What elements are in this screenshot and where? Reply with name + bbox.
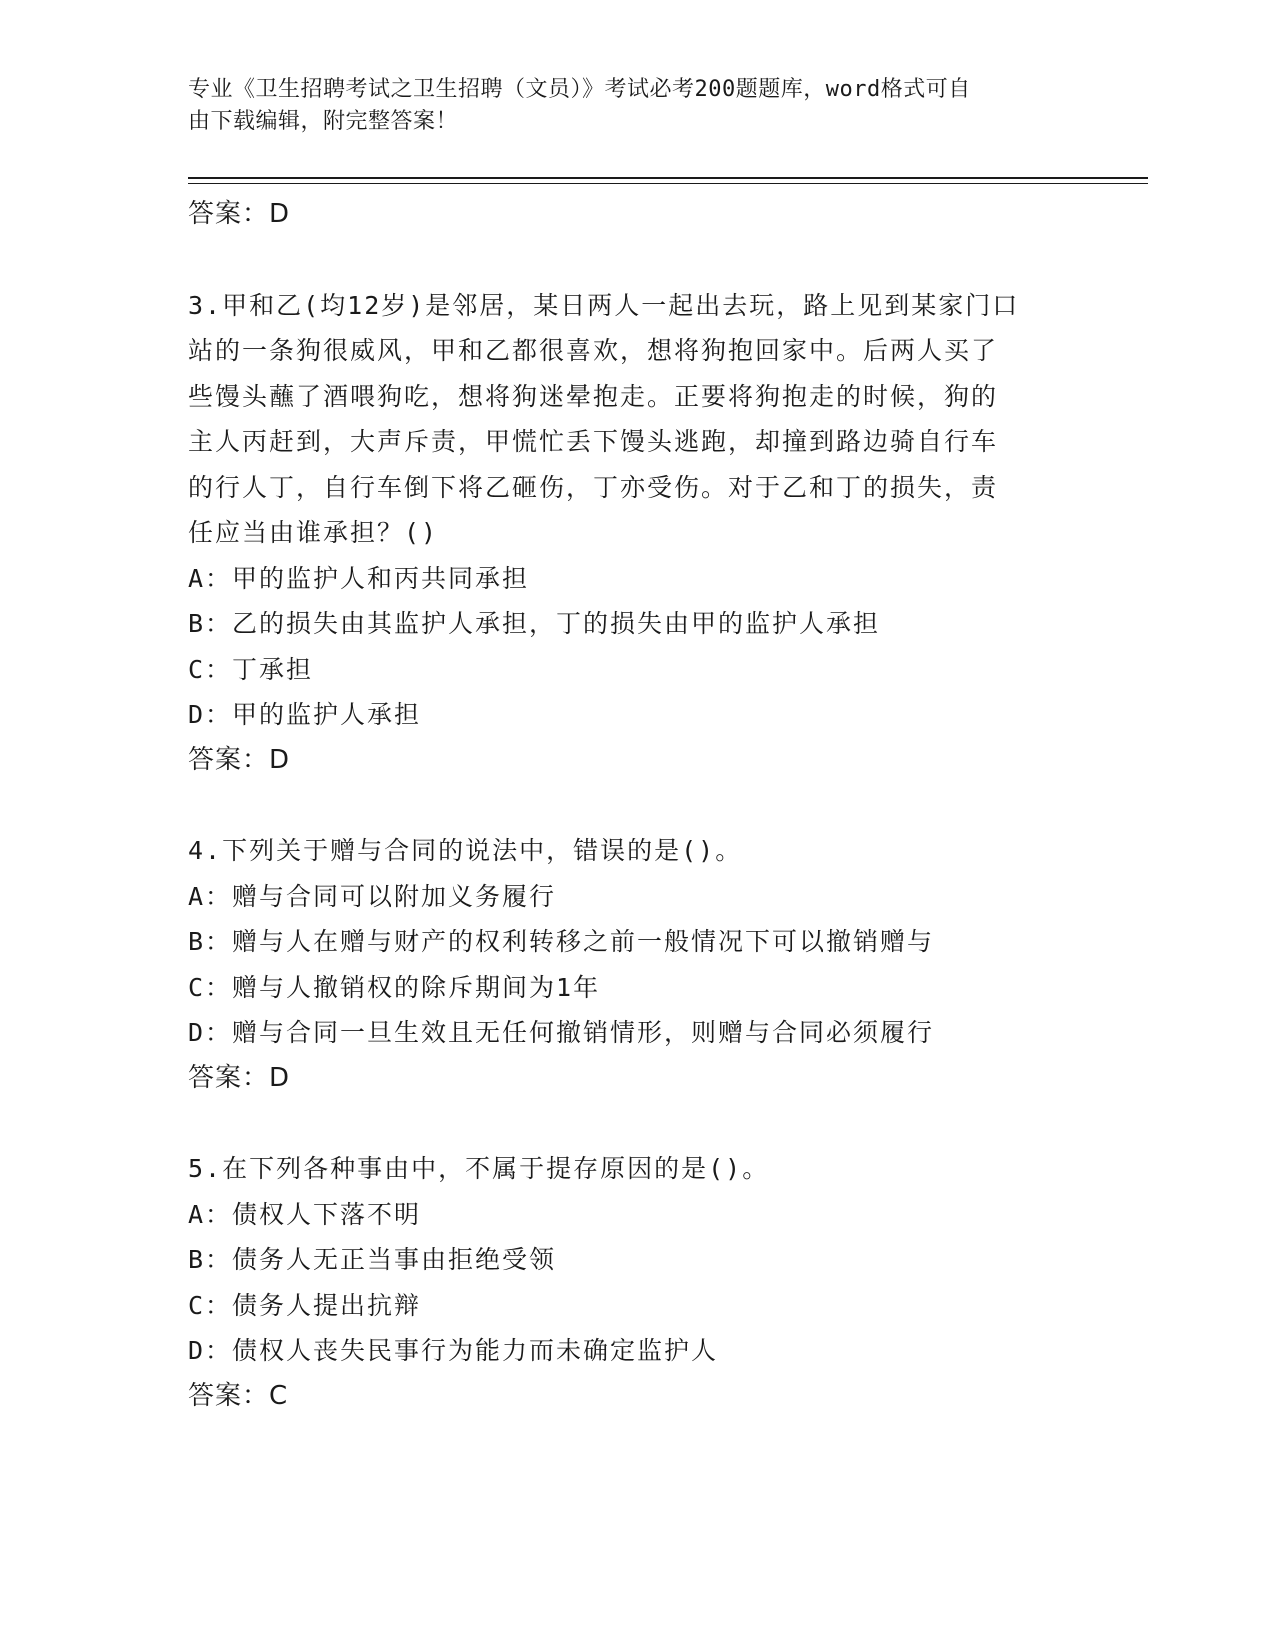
option-c: C：丁承担 [188, 654, 314, 684]
option-a: A：债权人下落不明 [188, 1199, 422, 1229]
question-line: 主人丙赶到，大声斥责，甲慌忙丢下馒头逃跑，却撞到路边骑自行车 [188, 427, 999, 456]
question-line: 任应当由谁承担？() [188, 518, 439, 547]
option-b: B：赠与人在赠与财产的权利转移之前一般情况下可以撤销赠与 [188, 927, 935, 956]
option-b: B：乙的损失由其监护人承担，丁的损失由甲的监护人承担 [188, 609, 881, 638]
header-line-1: 专业《卫生招聘考试之卫生招聘（文员）》考试必考200题题库，word格式可自 [188, 77, 971, 102]
option-c: C：债务人提出抗辩 [188, 1290, 422, 1320]
answer: 答案：D [188, 1062, 291, 1093]
option-c: C：赠与人撤销权的除斥期间为1年 [188, 972, 601, 1002]
question-4-text [188, 828, 1088, 874]
question-line: 3.甲和乙(均12岁)是邻居，某日两人一起出去玩，路上见到某家门口 [188, 290, 1020, 320]
answer: 答案：C [188, 1380, 289, 1411]
option-b: B：债务人无正当事由拒绝受领 [188, 1245, 557, 1274]
question-4 [188, 828, 1088, 1101]
document-body [188, 192, 1088, 1419]
question-5 [188, 1146, 1088, 1419]
answer: 答案：D [188, 744, 291, 775]
previous-answer: 答案：D [188, 199, 291, 229]
page-header [188, 74, 1068, 138]
question-3-text [188, 283, 1088, 556]
option-d: D：赠与合同一旦生效且无任何撤销情形，则赠与合同必须履行 [188, 1018, 935, 1047]
question-5-text [188, 1146, 1088, 1192]
option-d: D：甲的监护人承担 [188, 700, 422, 729]
option-a: A：甲的监护人和丙共同承担 [188, 563, 530, 593]
header-rule-thick [188, 177, 1148, 179]
question-line: 的行人丁，自行车倒下将乙砸伤，丁亦受伤。对于乙和丁的损失，责 [188, 472, 999, 502]
option-d: D：债权人丧失民事行为能力而未确定监护人 [188, 1336, 719, 1365]
header-rule-thin [188, 183, 1148, 184]
question-line: 些馒头蘸了酒喂狗吃，想将狗迷晕抱走。正要将狗抱走的时候，狗的 [188, 381, 999, 411]
question-line: 4.下列关于赠与合同的说法中，错误的是()。 [188, 836, 743, 865]
question-line: 5.在下列各种事由中，不属于提存原因的是()。 [188, 1154, 770, 1183]
header-line-2: 由下载编辑，附完整答案！ [188, 109, 459, 134]
question-line: 站的一条狗很威风，甲和乙都很喜欢，想将狗抱回家中。后两人买了 [188, 336, 999, 365]
option-a: A：赠与合同可以附加义务履行 [188, 881, 557, 911]
question-3 [188, 283, 1088, 784]
